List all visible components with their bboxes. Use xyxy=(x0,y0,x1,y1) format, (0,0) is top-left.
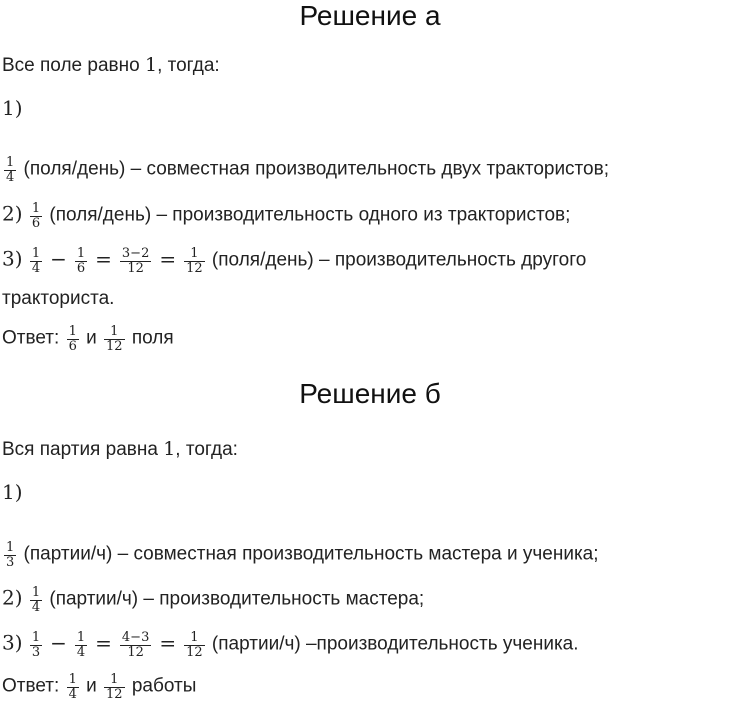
fraction: $\frac{1}{6}$ xyxy=(31,201,41,231)
section-a-step1-label: 1) xyxy=(2,96,23,120)
fraction: $\frac{1}{6}$ xyxy=(68,324,77,354)
fraction: $\frac{4-3}{12}$ xyxy=(121,630,150,660)
section-a-line1: $\frac{1}{4}$ (поля/день) – совместная производительность двух трактористов; xyxy=(6,155,609,185)
section-a-title: Решение а xyxy=(299,0,441,31)
fraction: $\frac{1}{4}$ xyxy=(31,585,41,615)
section-a-answer: Ответ: $\frac{1}{6}$ и $\frac{1}{12}$ поля xyxy=(2,324,174,354)
fraction: $\frac{1}{6}$ xyxy=(76,246,86,276)
fraction: $\frac{1}{3}$ xyxy=(31,630,41,660)
section-b-line2: 2) $\frac{1}{4}$ (партии/ч) – производительность мастера; xyxy=(2,585,425,615)
fraction: $\frac{1}{4}$ xyxy=(6,155,15,185)
fraction: $\frac{1}{12}$ xyxy=(186,630,203,660)
section-a-line3: 3) $\frac{1}{4}$ − $\frac{1}{6}$ = $\frac{3-2}{12}$ = $\frac{1}{12}$ (поля/день) – производительность другого xyxy=(2,246,587,276)
fraction: $\frac{1}{4}$ xyxy=(31,246,41,276)
section-b-intro: Вся партия равна 1, тогда: xyxy=(2,438,238,460)
section-b-title: Решение б xyxy=(299,378,441,409)
section-b-answer: Ответ: $\frac{1}{4}$ и $\frac{1}{12}$ работы xyxy=(2,672,197,702)
fraction: $\frac{1}{4}$ xyxy=(68,672,77,702)
fraction: $\frac{1}{3}$ xyxy=(6,540,15,570)
section-b-line3: 3) $\frac{1}{3}$ − $\frac{1}{4}$ = $\frac{4-3}{12}$ = $\frac{1}{12}$ (партии/ч) –производительность ученика. xyxy=(2,630,579,660)
fraction: $\frac{1}{12}$ xyxy=(106,672,123,702)
fraction: $\frac{1}{12}$ xyxy=(186,246,203,276)
section-a-line3-continuation: тракториста. xyxy=(2,288,115,309)
section-a-intro: Все поле равно 1, тогда: xyxy=(2,54,220,76)
section-b-line1: $\frac{1}{3}$ (партии/ч) – совместная производительность мастера и ученика; xyxy=(6,540,599,570)
fraction: $\frac{1}{4}$ xyxy=(76,630,86,660)
section-a-line2: 2) $\frac{1}{6}$ (поля/день) – производительность одного из трактористов; xyxy=(2,201,571,231)
section-b-step1-label: 1) xyxy=(2,480,23,504)
fraction: $\frac{1}{12}$ xyxy=(106,324,123,354)
fraction: $\frac{3-2}{12}$ xyxy=(121,246,150,276)
